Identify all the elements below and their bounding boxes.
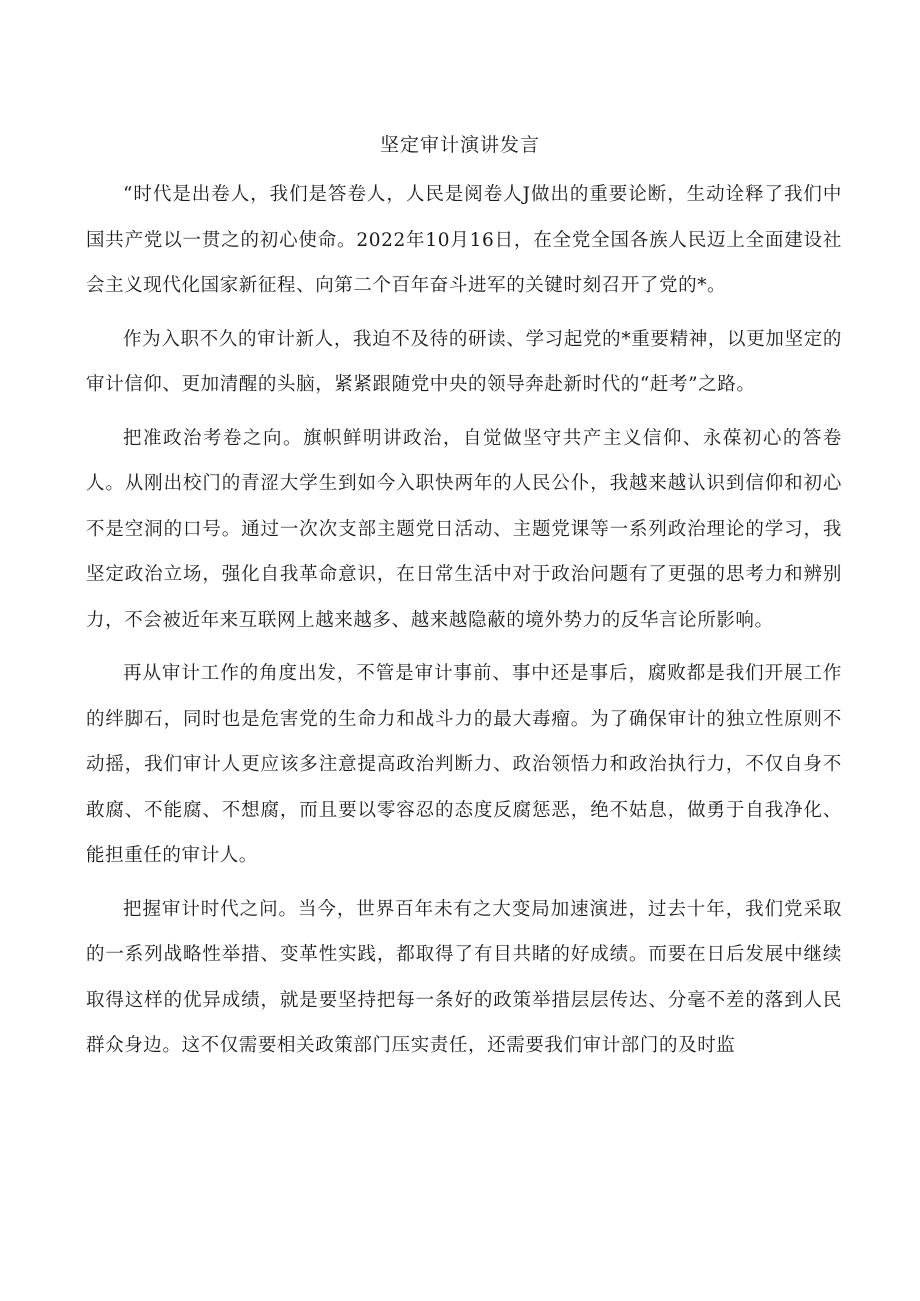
paragraph-5: 把握审计时代之问。当今，世界百年未有之大变局加速演进，过去十年，我们党采取的一系列战略性举措、变革性实践，都取得了有目共睹的好成绩。而要在日后发展中继续取得这样的优异成绩，就是要坚持把每一条好的政策举措层层传达、分毫不差的落到人民群众身边。这不仅需要相关政策部门压实责任，还需要我们审计部门的及时监 (86, 898, 842, 1056)
paragraph-1: “时代是出卷人，我们是答卷人，人民是阅卷人J做出的重要论断，生动诠释了我们中国共产党以一贯之的初心使命。2022年10月16日，在全党全国各族人民迈上全面建设社会主义现代化国家新征程、向第二个百年奋斗进军的关键时刻召开了党的*。 (86, 184, 842, 296)
paragraph-3: 把准政治考卷之向。旗帜鲜明讲政治，自觉做坚守共产主义信仰、永葆初心的答卷人。从刚出校门的青涩大学生到如今入职快两年的人民公仆，我越来越认识到信仰和初心不是空洞的口号。通过一次次支部主题党日活动、主题党课等一系列政治理论的学习，我坚定政治立场，强化自我革命意识，在日常生活中对于政治问题有了更强的思考力和辨别力，不会被近年来互联网上越来越多、越来越隐蔽的境外势力的反华言论所影响。 (86, 427, 842, 631)
document-body (86, 172, 842, 1077)
document-title: 坚定审计演讲发言 (379, 134, 540, 156)
paragraph-4: 再从审计工作的角度出发，不管是审计事前、事中还是事后，腐败都是我们开展工作的绊脚石，同时也是危害党的生命力和战斗力的最大毒瘤。为了确保审计的独立性原则不动摇，我们审计人更应该多注意提高政治判断力、政治领悟力和政治执行力，不仅自身不敢腐、不能腐、不想腐，而且要以零容忍的态度反腐惩恶，绝不姑息，做勇于自我净化、能担重任的审计人。 (86, 663, 842, 866)
paragraph-2: 作为入职不久的审计新人，我迫不及待的研读、学习起党的*重要精神，以更加坚定的审计信仰、更加清醒的头脑，紧紧跟随党中央的领导奔赴新时代的“赶考”之路。 (86, 328, 842, 395)
